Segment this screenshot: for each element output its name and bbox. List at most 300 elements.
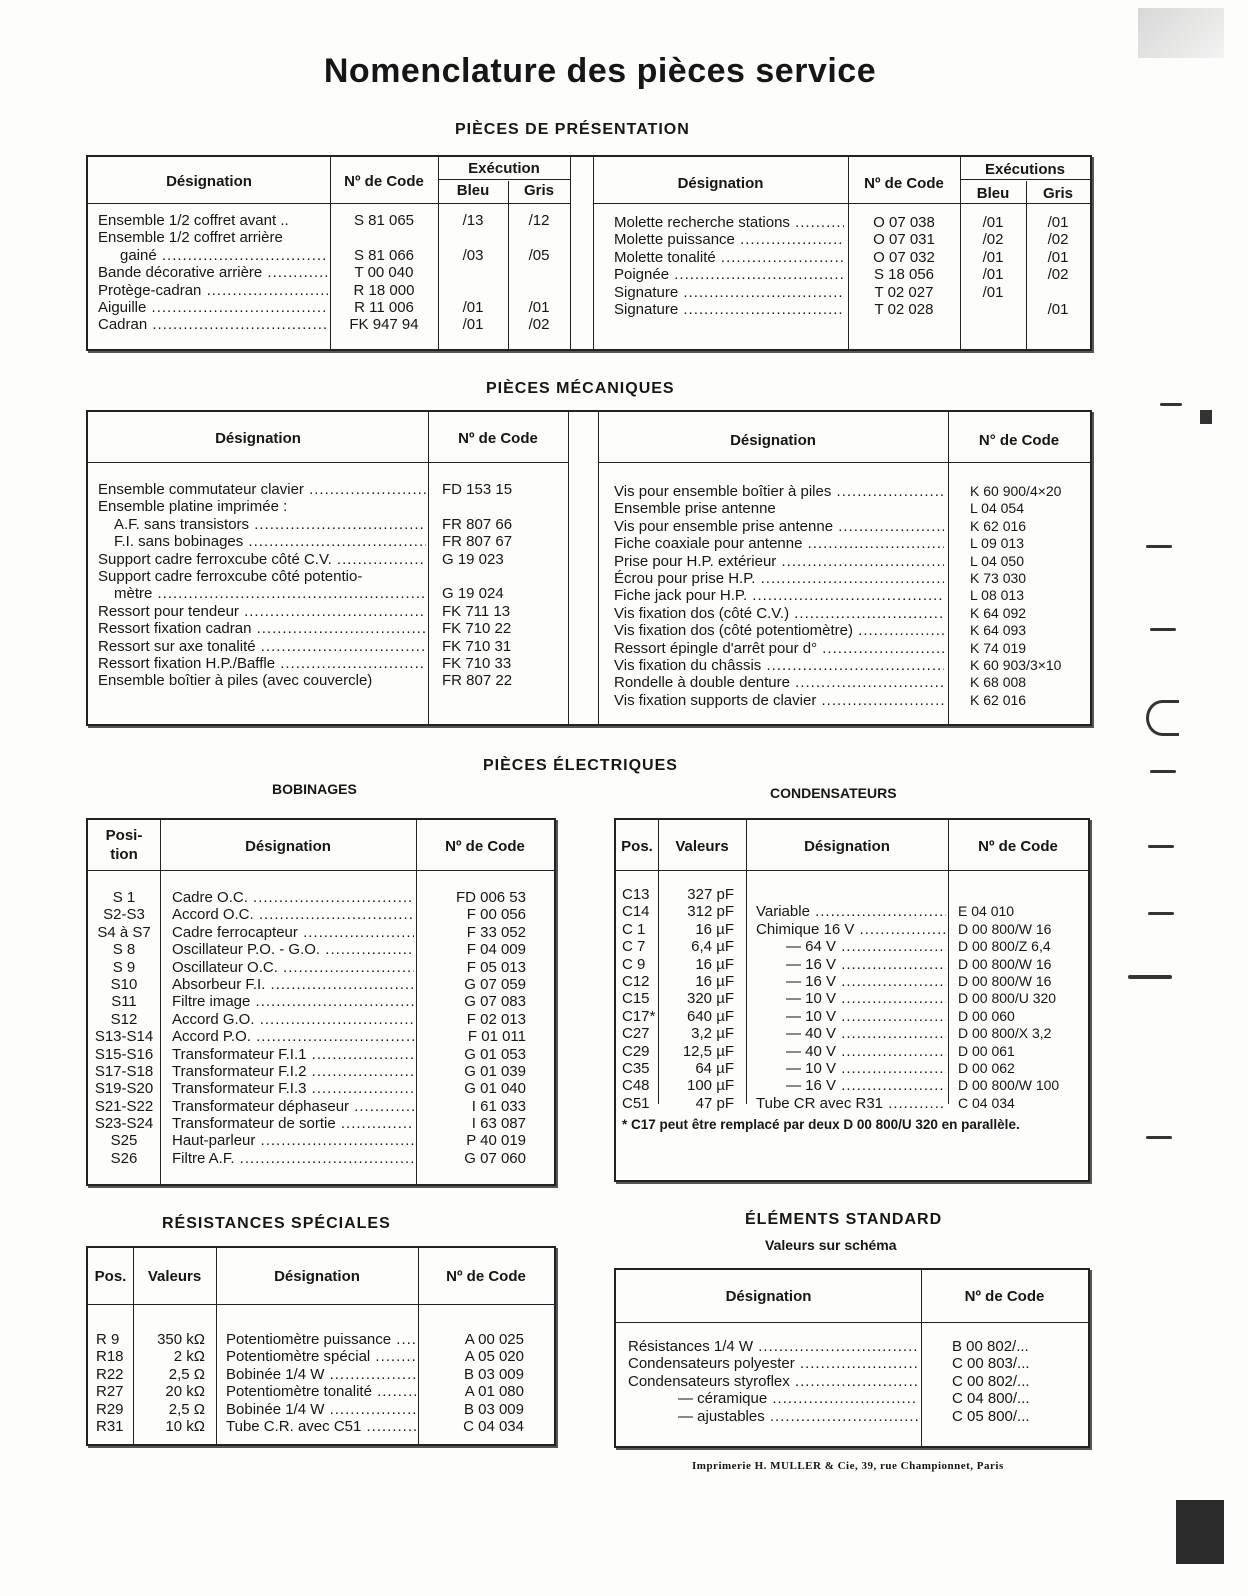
table-cell: Absorbeur F.I. ..... — [172, 976, 414, 993]
col-executions: Exécutions — [984, 161, 1066, 178]
table-cell: FK 710 31 — [442, 637, 512, 655]
table-cell: R 11 006 — [354, 298, 414, 316]
table-cell: T 02 028 — [874, 300, 934, 318]
table-cell: 312 pF — [687, 903, 734, 921]
table-cell: S15-S16 — [94, 1045, 154, 1063]
col-code: Nº de Code — [445, 838, 525, 855]
table-cell: A.F. sans transistors ..... — [98, 516, 426, 533]
condensateurs-designations — [756, 886, 946, 1112]
electriques-heading: PIÈCES ÉLECTRIQUES — [483, 757, 678, 774]
table-cell: Rondelle à double denture ..... — [614, 674, 944, 691]
table-cell: FD 153 15 — [442, 481, 513, 498]
table-cell: F 00 056 — [466, 906, 526, 924]
table-cell — [508, 229, 570, 246]
table-cell: 2 kΩ — [173, 1348, 205, 1366]
col-designation: Désignation — [245, 838, 331, 855]
table-cell: 16 µF — [695, 920, 734, 938]
table-cell: /02 — [528, 316, 550, 334]
table-cell: /02 — [982, 231, 1004, 249]
table-cell: Vis pour ensemble boîtier à piles ..... — [614, 483, 944, 500]
table-cell: B 00 802/... — [952, 1338, 1029, 1355]
table-cell: C 00 803/... — [952, 1355, 1030, 1373]
table-cell: A 05 020 — [464, 1348, 524, 1366]
resistances-heading: RÉSISTANCES SPÉCIALES — [162, 1215, 391, 1232]
table-cell: Bobinée 1/4 W ..... — [226, 1401, 416, 1418]
table-cell: FR 807 67 — [442, 533, 513, 551]
table-cell: O 07 038 — [873, 214, 935, 231]
table-cell: Cadran ..... — [98, 316, 328, 333]
table-cell — [442, 498, 566, 515]
table-cell: /01 — [1047, 248, 1069, 266]
col-designation: Désignation — [215, 430, 301, 447]
table-cell: R18 — [96, 1348, 124, 1366]
table-cell: C27 — [622, 1025, 650, 1043]
table-cell: FK 947 94 — [349, 316, 419, 334]
table-cell: Signature ..... — [614, 284, 844, 301]
bobinages-designations — [172, 889, 414, 1167]
table-cell: G 07 059 — [464, 975, 526, 993]
table-cell: — céramique ..... — [628, 1390, 918, 1407]
standard-codes — [952, 1338, 1086, 1425]
table-cell: D 00 800/Z 6,4 — [958, 938, 1051, 955]
col-code: Nº de Code — [458, 430, 538, 447]
table-cell: Condensateurs polyester ..... — [628, 1355, 918, 1372]
bobinages-codes — [416, 889, 526, 1167]
table-cell: /13 — [462, 212, 484, 229]
table-cell: Fiche coaxiale pour antenne ..... — [614, 535, 944, 552]
table-cell: G 01 040 — [464, 1080, 526, 1098]
table-cell: gainé ..... — [98, 247, 328, 264]
table-cell: — 40 V ..... — [756, 1025, 946, 1042]
presentation-right-codes — [848, 214, 960, 318]
table-cell: — 64 V ..... — [756, 938, 946, 955]
table-cell: 16 µF — [695, 972, 734, 990]
binding-mark — [1200, 410, 1212, 424]
col-position: Posi- tion — [105, 827, 143, 863]
table-cell: F 02 013 — [466, 1010, 526, 1028]
table-cell: /01 — [462, 316, 484, 334]
table-cell: /01 — [1047, 300, 1069, 318]
table-cell: S11 — [111, 993, 137, 1011]
table-cell: Ressort fixation cadran ..... — [98, 620, 426, 637]
mecaniques-right-designations — [614, 483, 944, 709]
table-cell: K 64 092 — [970, 604, 1027, 621]
table-cell: Condensateurs styroflex ..... — [628, 1373, 918, 1390]
table-cell: Ensemble platine imprimée : — [98, 498, 288, 516]
table-cell: Prise pour H.P. extérieur ..... — [614, 553, 944, 570]
mecaniques-left-designations — [98, 481, 426, 690]
resistances-positions — [96, 1331, 134, 1435]
table-cell: /01 — [1047, 214, 1069, 231]
table-cell: /05 — [528, 246, 550, 264]
table-cell: F 05 013 — [466, 958, 526, 976]
table-cell: O 07 032 — [873, 248, 935, 266]
table-cell: Ensemble boîtier à piles (avec couvercle) — [98, 672, 373, 690]
col-valeurs: Valeurs — [675, 838, 729, 855]
resistances-designations — [226, 1331, 416, 1435]
standard-subheading: Valeurs sur schéma — [765, 1237, 897, 1253]
table-cell: /01 — [982, 214, 1004, 231]
scan-artifact — [1138, 8, 1224, 58]
table-cell: Transformateur F.I.2 ..... — [172, 1063, 414, 1080]
table-cell: Vis fixation du châssis ..... — [614, 657, 944, 674]
table-cell: K 62 016 — [970, 517, 1027, 534]
table-cell — [438, 264, 508, 281]
condensateurs-table — [614, 818, 1090, 1182]
col-designation: Désignation — [804, 838, 890, 855]
standard-table — [614, 1268, 1090, 1448]
table-cell: Bande décorative arrière ..... — [98, 264, 328, 281]
table-cell: Résistances 1/4 W ..... — [628, 1338, 918, 1355]
table-cell: Protège-cadran ..... — [98, 282, 328, 299]
table-cell: R31 — [96, 1417, 124, 1435]
table-cell: A 00 025 — [464, 1331, 524, 1348]
mecaniques-left-codes — [442, 481, 566, 690]
table-cell: Ensemble prise antenne — [614, 500, 776, 518]
table-cell: I 63 087 — [471, 1115, 526, 1133]
col-code: Nº de Code — [446, 1268, 526, 1285]
table-cell: /03 — [462, 246, 484, 264]
condensateurs-note: * C17 peut être remplacé par deux D 00 800/U 320 en parallèle. — [622, 1117, 1020, 1132]
table-cell: L 08 013 — [970, 587, 1024, 604]
table-cell: Ensemble commutateur clavier ..... — [98, 481, 426, 498]
col-code-right: Nº de Code — [864, 175, 944, 192]
resistances-valeurs — [133, 1331, 205, 1435]
table-cell: Ressort pour tendeur ..... — [98, 603, 426, 620]
table-cell: C 04 034 — [958, 1094, 1015, 1111]
table-cell — [756, 886, 946, 903]
table-cell: K 74 019 — [970, 639, 1027, 656]
table-cell: Oscillateur P.O. - G.O. ..... — [172, 941, 414, 958]
table-cell: G 07 060 — [464, 1149, 526, 1167]
table-cell: Accord O.C. ..... — [172, 906, 414, 923]
standard-designations — [628, 1338, 918, 1425]
table-cell: R29 — [96, 1400, 124, 1418]
table-cell: C48 — [622, 1077, 650, 1095]
table-cell: Transformateur de sortie ..... — [172, 1115, 414, 1132]
table-cell: Support cadre ferroxcube côté potentio- — [98, 567, 363, 585]
bobinages-heading: BOBINAGES — [272, 781, 357, 797]
table-cell: C 1 — [622, 920, 646, 938]
table-cell: F 33 052 — [466, 923, 526, 941]
mecaniques-heading: PIÈCES MÉCANIQUES — [486, 380, 675, 397]
table-cell: D 00 800/W 16 — [958, 920, 1052, 937]
table-cell — [958, 886, 1086, 903]
presentation-left-codes — [330, 212, 438, 334]
table-cell: C 9 — [622, 955, 646, 973]
table-cell: D 00 060 — [958, 1007, 1015, 1024]
table-cell: S 18 056 — [873, 266, 935, 284]
table-cell: FK 711 13 — [442, 602, 511, 620]
table-cell: Cadre ferrocapteur ..... — [172, 924, 414, 941]
table-cell: Molette puissance ..... — [614, 231, 844, 248]
table-cell: — 16 V ..... — [756, 973, 946, 990]
table-cell: S23-S24 — [94, 1115, 154, 1133]
binding-mark — [1146, 1136, 1172, 1139]
table-cell: S19-S20 — [94, 1080, 154, 1098]
table-cell: S 81 065 — [353, 212, 415, 229]
table-cell: 2,5 Ω — [168, 1365, 205, 1383]
scan-artifact — [1176, 1500, 1224, 1564]
mecaniques-table — [86, 410, 1092, 726]
table-cell: D 00 800/W 16 — [958, 972, 1052, 989]
table-cell: K 60 900/4×20 — [970, 483, 1062, 499]
presentation-heading: PIÈCES DE PRÉSENTATION — [455, 121, 690, 138]
table-cell: G 19 024 — [442, 585, 504, 603]
table-cell — [442, 568, 566, 585]
table-cell: 20 kΩ — [165, 1383, 205, 1401]
table-cell: S 8 — [112, 941, 136, 959]
table-cell: S10 — [110, 975, 138, 993]
binding-mark — [1150, 628, 1176, 631]
table-cell: S2-S3 — [103, 906, 145, 924]
table-cell: R22 — [96, 1365, 124, 1383]
table-cell — [508, 264, 570, 281]
table-cell: Ressort sur axe tonalité ..... — [98, 638, 426, 655]
table-cell: — 10 V ..... — [756, 1008, 946, 1025]
table-cell: K 62 016 — [970, 691, 1027, 708]
table-cell: /01 — [982, 266, 1004, 284]
table-cell: E 04 010 — [958, 903, 1015, 920]
table-cell: S13-S14 — [94, 1028, 154, 1046]
table-cell: S26 — [110, 1149, 138, 1167]
table-cell: — 10 V ..... — [756, 1060, 946, 1077]
table-cell: Fiche jack pour H.P. ..... — [614, 587, 944, 604]
table-cell: 3,2 µF — [691, 1025, 734, 1043]
table-cell: Accord G.O. ..... — [172, 1011, 414, 1028]
table-cell: B 03 009 — [463, 1400, 524, 1418]
table-cell: Potentiomètre spécial ..... — [226, 1348, 416, 1365]
table-cell: R 9 — [96, 1331, 120, 1348]
table-cell: S21-S22 — [94, 1097, 154, 1115]
table-cell — [438, 282, 508, 299]
table-cell: 350 kΩ — [157, 1331, 205, 1348]
table-cell: — 16 V ..... — [756, 956, 946, 973]
table-cell: 64 µF — [695, 1059, 734, 1077]
binding-mark — [1146, 545, 1172, 548]
table-cell: /01 — [982, 248, 1004, 266]
table-cell: 6,4 µF — [691, 938, 734, 956]
table-cell: K 64 093 — [970, 622, 1027, 639]
table-cell: D 00 800/W 100 — [958, 1077, 1060, 1094]
table-cell: 12,5 µF — [682, 1042, 734, 1060]
condensateurs-positions — [622, 886, 660, 1112]
table-cell: S12 — [110, 1010, 138, 1028]
col-pos: Pos. — [621, 838, 653, 855]
table-cell: C 04 034 — [463, 1417, 524, 1435]
table-cell: 320 µF — [687, 990, 734, 1008]
presentation-left-gris — [508, 212, 570, 334]
table-cell: 100 µF — [687, 1077, 734, 1095]
presentation-right-designations — [614, 214, 844, 318]
table-cell: Oscillateur O.C. ..... — [172, 959, 414, 976]
col-gris-right: Gris — [1042, 185, 1073, 202]
table-cell: Vis pour ensemble prise antenne ..... — [614, 518, 944, 535]
col-designation-right: Désignation — [677, 175, 764, 192]
binding-mark — [1146, 700, 1179, 736]
bobinages-positions — [88, 889, 160, 1167]
bobinages-table — [86, 818, 556, 1186]
table-cell: 327 pF — [687, 886, 734, 903]
table-cell: /02 — [1047, 231, 1069, 249]
condensateurs-valeurs — [658, 886, 734, 1112]
table-cell: L 09 013 — [970, 535, 1024, 552]
table-cell: Transformateur F.I.3 ..... — [172, 1080, 414, 1097]
presentation-table — [86, 155, 1092, 351]
table-cell: G 01 053 — [464, 1045, 526, 1063]
table-cell: L 04 050 — [970, 552, 1024, 569]
table-cell: S17-S18 — [94, 1062, 154, 1080]
table-cell: mètre ..... — [98, 585, 426, 602]
col-bleu: Bleu — [456, 182, 490, 199]
table-cell: Ressort épingle d'arrêt pour d° ..... — [614, 640, 944, 657]
table-cell: D 00 061 — [958, 1042, 1015, 1059]
table-cell: G 01 039 — [464, 1062, 526, 1080]
table-cell: T 00 040 — [354, 264, 414, 282]
table-cell: FR 807 22 — [442, 672, 513, 690]
mecaniques-right-codes — [970, 483, 1090, 709]
table-cell: 640 µF — [687, 1007, 734, 1025]
table-cell: 2,5 Ω — [168, 1400, 205, 1418]
binding-mark — [1148, 845, 1174, 848]
table-cell: Transformateur déphaseur ..... — [172, 1098, 414, 1115]
table-cell: — 40 V ..... — [756, 1043, 946, 1060]
table-cell: — 10 V ..... — [756, 990, 946, 1007]
table-cell: S 1 — [112, 889, 136, 906]
table-cell — [438, 229, 508, 246]
presentation-left-bleu — [438, 212, 508, 334]
table-cell: B 03 009 — [463, 1365, 524, 1383]
table-cell: G 07 083 — [464, 993, 526, 1011]
col-pos: Pos. — [94, 1268, 127, 1285]
table-cell: C 00 802/... — [952, 1372, 1030, 1390]
table-cell: C 05 800/... — [952, 1407, 1030, 1425]
table-cell — [330, 229, 438, 246]
table-cell: Poignée ..... — [614, 266, 844, 283]
condensateurs-heading: CONDENSATEURS — [770, 785, 897, 801]
table-cell: Chimique 16 V ..... — [756, 921, 946, 938]
table-cell — [1026, 284, 1090, 301]
col-designation: Désignation — [166, 173, 252, 190]
table-cell: Signature ..... — [614, 301, 844, 318]
binding-mark — [1150, 770, 1176, 773]
table-cell: S25 — [110, 1132, 138, 1150]
table-cell: Écrou pour prise H.P. ..... — [614, 570, 944, 587]
col-designation: Désignation — [725, 1288, 812, 1305]
table-cell: /01 — [528, 298, 550, 316]
presentation-right-bleu — [960, 214, 1026, 318]
table-cell — [960, 301, 1026, 318]
table-cell: K 68 008 — [970, 674, 1027, 691]
table-cell: 16 µF — [695, 955, 734, 973]
table-cell: Cadre O.C. ..... — [172, 889, 414, 906]
table-cell: P 40 019 — [466, 1132, 526, 1150]
table-cell: C29 — [622, 1042, 650, 1060]
table-cell: F 01 011 — [467, 1028, 526, 1046]
table-cell: C35 — [622, 1059, 650, 1077]
printer-credit: Imprimerie H. MULLER & Cie, 39, rue Championnet, Paris — [692, 1460, 1004, 1472]
table-cell: FD 006 53 — [455, 889, 526, 906]
col-gris: Gris — [523, 182, 554, 199]
table-cell: Potentiomètre tonalité ..... — [226, 1383, 416, 1400]
table-cell: Aiguille ..... — [98, 299, 328, 316]
table-cell: F.I. sans bobinages ..... — [98, 533, 426, 550]
table-cell: T 02 027 — [874, 283, 934, 301]
table-cell: R27 — [96, 1383, 124, 1401]
table-cell: Tube C.R. avec C51 ..... — [226, 1418, 416, 1435]
table-cell: R 18 000 — [353, 281, 415, 299]
table-cell: Transformateur F.I.1 ..... — [172, 1046, 414, 1063]
table-cell: C15 — [622, 990, 650, 1008]
col-bleu-right: Bleu — [976, 185, 1010, 202]
table-cell: Ressort fixation H.P./Baffle ..... — [98, 655, 426, 672]
table-cell: C 7 — [622, 938, 646, 956]
table-cell: Accord P.O. ..... — [172, 1028, 414, 1045]
table-cell: S 9 — [112, 958, 136, 976]
table-cell: Filtre A.F. ..... — [172, 1150, 414, 1167]
table-cell: I 61 033 — [471, 1097, 526, 1115]
col-designation-right: Désignation — [730, 432, 816, 449]
binding-mark — [1160, 403, 1182, 406]
table-cell: — ajustables ..... — [628, 1408, 918, 1425]
table-cell: C13 — [622, 886, 650, 903]
table-cell: /01 — [982, 283, 1004, 301]
page-title: Nomenclature des pièces service — [323, 52, 877, 90]
table-cell: Potentiomètre puissance ..... — [226, 1331, 416, 1348]
table-cell: /12 — [528, 212, 550, 229]
table-cell: Bobinée 1/4 W ..... — [226, 1366, 416, 1383]
table-cell — [508, 282, 570, 299]
table-cell: D 00 800/W 16 — [958, 955, 1052, 972]
table-cell: Molette recherche stations ..... — [614, 214, 844, 231]
table-cell: C51 — [622, 1094, 650, 1112]
table-cell: A 01 080 — [464, 1383, 524, 1401]
binding-mark — [1148, 912, 1174, 915]
table-cell: K 60 903/3×10 — [970, 656, 1062, 673]
table-cell: Filtre image ..... — [172, 993, 414, 1010]
table-cell: D 00 800/X 3,2 — [958, 1025, 1052, 1042]
table-cell: /02 — [1047, 266, 1069, 284]
col-code: Nº de Code — [344, 173, 424, 190]
table-cell: D 00 800/U 320 — [958, 990, 1057, 1007]
col-execution: Exécution — [468, 160, 540, 177]
table-cell: O 07 031 — [873, 231, 935, 249]
table-cell: Support cadre ferroxcube côté C.V. ..... — [98, 551, 426, 568]
table-cell: Vis fixation supports de clavier ..... — [614, 692, 944, 709]
table-cell: K 73 030 — [970, 569, 1027, 586]
table-cell: /01 — [462, 298, 484, 316]
table-cell: FK 710 22 — [442, 620, 512, 638]
table-cell: C14 — [622, 903, 650, 921]
presentation-right-gris — [1026, 214, 1090, 318]
table-cell: FR 807 66 — [442, 515, 513, 533]
col-code-right: N° de Code — [978, 432, 1060, 449]
table-cell: D 00 062 — [958, 1059, 1015, 1076]
col-code: Nº de Code — [978, 838, 1058, 855]
table-cell: C12 — [622, 972, 650, 990]
table-cell: 47 pF — [695, 1094, 734, 1112]
table-cell: Molette tonalité ..... — [614, 249, 844, 266]
table-cell: L 04 054 — [970, 500, 1024, 517]
table-cell: 10 kΩ — [165, 1417, 205, 1435]
table-cell: — 16 V ..... — [756, 1077, 946, 1094]
table-cell: Haut-parleur ..... — [172, 1132, 414, 1149]
resistances-codes — [418, 1331, 524, 1435]
table-cell: S4 à S7 — [97, 923, 151, 941]
binding-mark — [1128, 975, 1172, 979]
standard-heading: ÉLÉMENTS STANDARD — [745, 1211, 943, 1228]
table-cell: Vis fixation dos (côté potentiomètre) ..... — [614, 622, 944, 639]
